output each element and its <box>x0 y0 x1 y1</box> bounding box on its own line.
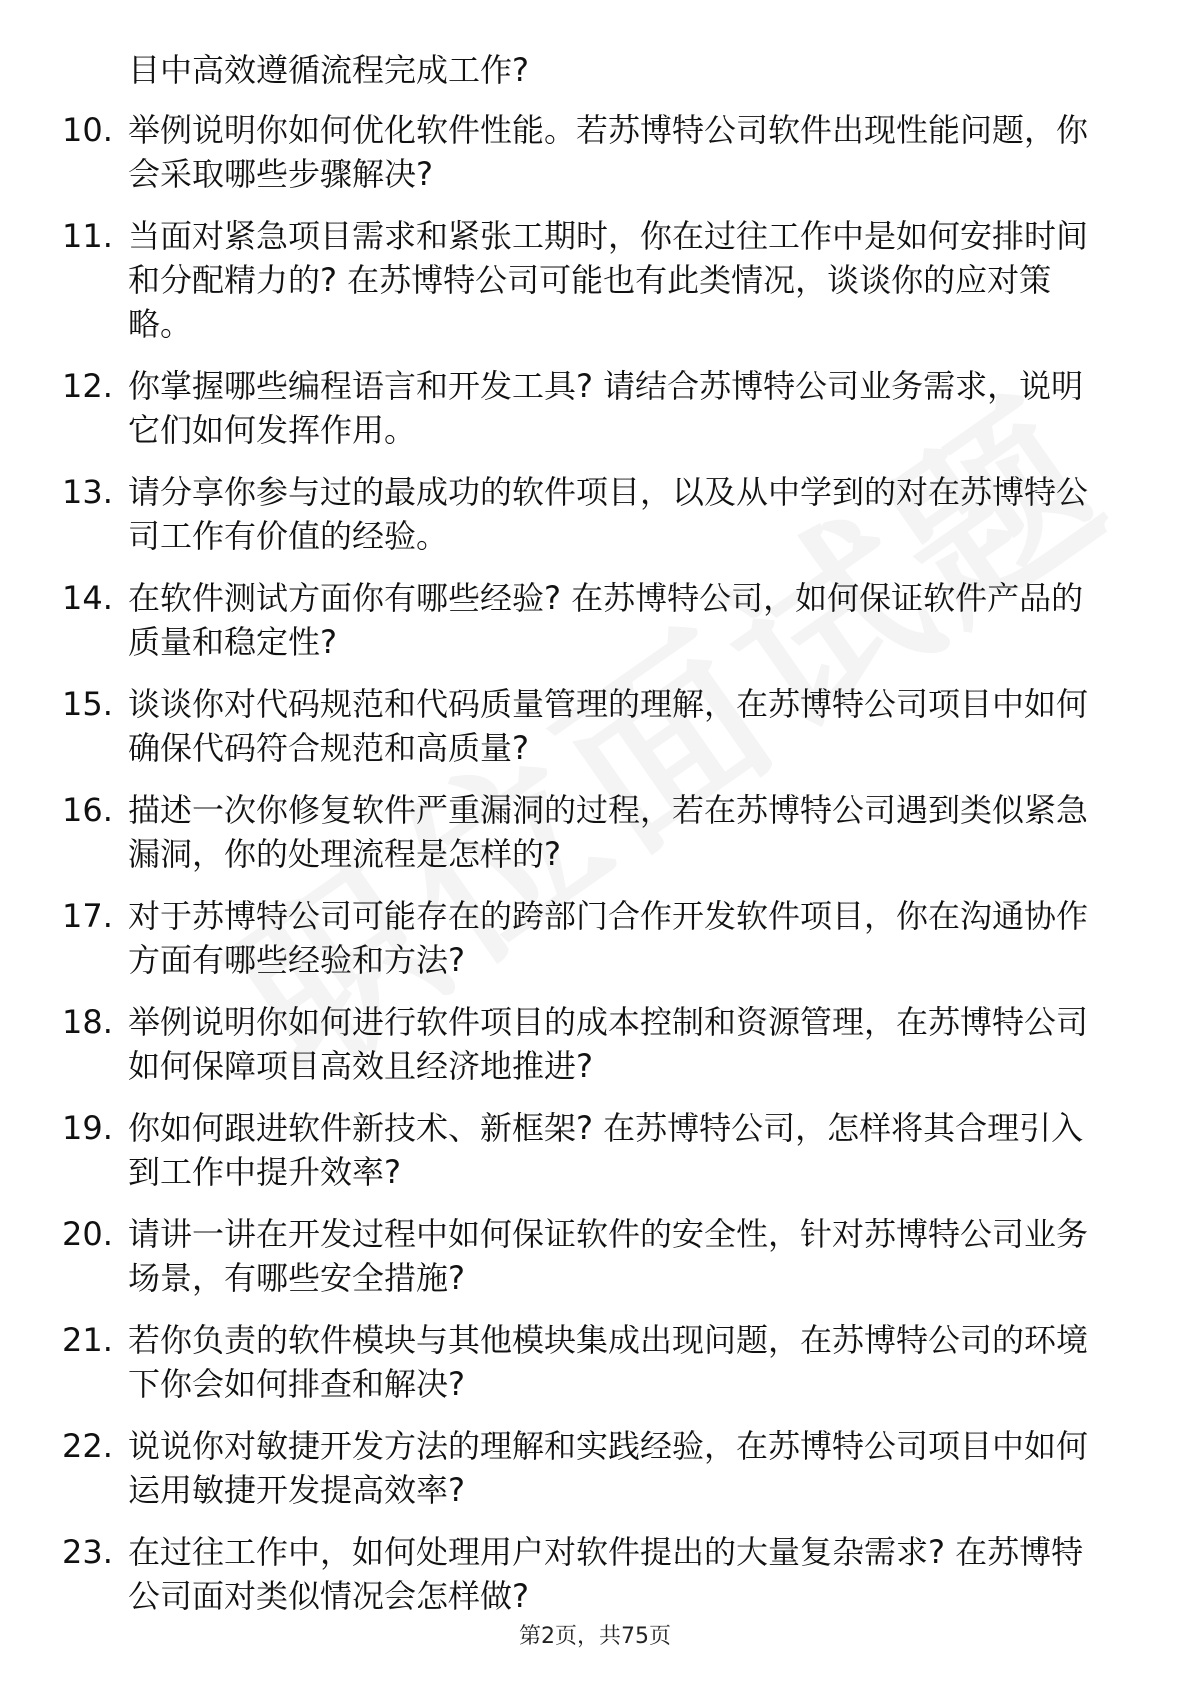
list-item <box>0 1000 1190 1088</box>
list-item <box>0 108 1190 196</box>
list-item <box>0 1106 1190 1194</box>
list-item <box>0 682 1190 770</box>
page-footer: 第2页，共75页 <box>519 1624 671 1649</box>
question-number: 11. <box>62 217 113 255</box>
continued-question-text: 目中高效遵循流程完成工作? <box>128 51 529 89</box>
list-item <box>0 1530 1190 1618</box>
question-text: 请分享你参与过的最成功的软件项目，以及从中学到的对在苏博特公司工作有价值的经验。 <box>128 473 1089 555</box>
question-number: 12. <box>62 367 113 405</box>
question-text: 若你负责的软件模块与其他模块集成出现问题，在苏博特公司的环境下你会如何排查和解决? <box>128 1321 1089 1403</box>
list-item <box>0 1212 1190 1300</box>
question-text: 对于苏博特公司可能存在的跨部门合作开发软件项目，你在沟通协作方面有哪些经验和方法? <box>128 897 1089 979</box>
question-number: 20. <box>62 1215 113 1253</box>
question-number: 10. <box>62 111 113 149</box>
question-text: 在过往工作中，如何处理用户对软件提出的大量复杂需求? 在苏博特公司面对类似情况会怎样做? <box>128 1533 1084 1615</box>
list-item <box>0 364 1190 452</box>
question-text: 在软件测试方面你有哪些经验? 在苏博特公司，如何保证软件产品的质量和稳定性? <box>128 579 1084 661</box>
question-text: 当面对紧急项目需求和紧张工期时，你在过往工作中是如何安排时间和分配精力的? 在苏博特公司可能也有此类情况，谈谈你的应对策略。 <box>128 217 1089 343</box>
list-item <box>0 1318 1190 1406</box>
list-item <box>0 214 1190 346</box>
question-number: 17. <box>62 897 113 935</box>
question-text: 说说你对敏捷开发方法的理解和实践经验，在苏博特公司项目中如何运用敏捷开发提高效率? <box>128 1427 1089 1509</box>
list-item <box>0 576 1190 664</box>
question-text: 举例说明你如何进行软件项目的成本控制和资源管理，在苏博特公司如何保障项目高效且经济地推进? <box>128 1003 1089 1085</box>
list-item <box>0 470 1190 558</box>
question-number: 16. <box>62 791 113 829</box>
question-number: 15. <box>62 685 113 723</box>
question-number: 21. <box>62 1321 113 1359</box>
question-number: 23. <box>62 1533 113 1571</box>
question-text: 你掌握哪些编程语言和开发工具? 请结合苏博特公司业务需求，说明它们如何发挥作用。 <box>128 367 1084 449</box>
question-number: 22. <box>62 1427 113 1465</box>
list-item <box>0 1424 1190 1512</box>
question-text: 描述一次你修复软件严重漏洞的过程，若在苏博特公司遇到类似紧急漏洞，你的处理流程是怎样的? <box>128 791 1089 873</box>
question-number: 14. <box>62 579 113 617</box>
list-item <box>0 788 1190 876</box>
question-text: 请讲一讲在开发过程中如何保证软件的安全性，针对苏博特公司业务场景，有哪些安全措施? <box>128 1215 1089 1297</box>
question-text: 谈谈你对代码规范和代码质量管理的理解，在苏博特公司项目中如何确保代码符合规范和高质量? <box>128 685 1089 767</box>
question-number: 13. <box>62 473 113 511</box>
question-text: 举例说明你如何优化软件性能。若苏博特公司软件出现性能问题，你会采取哪些步骤解决? <box>128 111 1089 193</box>
list-item <box>0 894 1190 982</box>
question-number: 18. <box>62 1003 113 1041</box>
question-text: 你如何跟进软件新技术、新框架? 在苏博特公司，怎样将其合理引入到工作中提升效率? <box>128 1109 1084 1191</box>
question-list <box>0 108 1190 1636</box>
question-number: 19. <box>62 1109 113 1147</box>
